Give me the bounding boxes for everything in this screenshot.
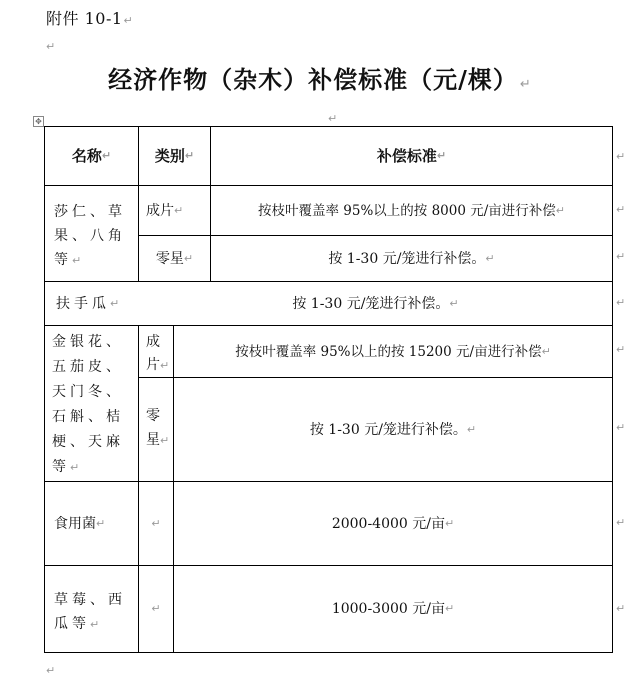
category-type: 成片 ↵	[146, 202, 184, 219]
row-end-mark: ↵	[616, 516, 626, 529]
paragraph-mark: ↵	[328, 112, 338, 125]
table-move-handle-icon[interactable]: ✥	[33, 116, 44, 127]
compensation-standard: 按 1-30 元/笼进行补偿。 ↵	[309, 421, 477, 438]
compensation-standard: 1000-3000 元/亩 ↵	[331, 601, 455, 617]
paragraph-mark: ↵	[46, 40, 56, 53]
row-end-mark: ↵	[616, 602, 626, 615]
compensation-standard: 按枝叶覆盖率 95%以上的按 8000 元/亩进行补偿 ↵	[257, 202, 565, 219]
crop-name: 草莓、西 瓜等↵	[54, 592, 126, 632]
row-end-mark: ↵	[616, 150, 626, 163]
column-header-standard: 补偿标准 ↵	[376, 147, 447, 165]
grid-line	[44, 126, 45, 653]
category-type: 零 星↵	[146, 408, 170, 448]
compensation-standard: 按 1-30 元/笼进行补偿。 ↵	[328, 250, 495, 267]
attachment-label: 附件 10-1↵	[46, 9, 134, 28]
crop-name: 扶手瓜 ↵	[56, 295, 124, 312]
category-type: ↵	[151, 602, 161, 615]
crop-name: 莎仁、草 果、八角 等↵	[54, 204, 126, 268]
compensation-standard: 2000-4000 元/亩 ↵	[331, 515, 455, 532]
compensation-standard: 按枝叶覆盖率 95%以上的按 15200 元/亩进行补偿 ↵	[235, 343, 551, 360]
grid-line	[44, 652, 613, 653]
grid-line	[612, 126, 613, 653]
crop-name: 食用菌 ↵	[54, 515, 106, 532]
row-end-mark: ↵	[616, 343, 626, 356]
paragraph-mark: ↵	[519, 77, 532, 92]
row-end-mark: ↵	[616, 421, 626, 434]
category-type: 零星 ↵	[155, 250, 194, 267]
column-header-name: 名称 ↵	[71, 147, 112, 165]
page-title: 经济作物（杂木）补偿标准（元/棵） ↵	[108, 65, 532, 94]
category-type: ↵	[151, 516, 161, 530]
crop-name: 金银花、 五茄皮、 天门冬、 石斛、桔 梗、天麻 等↵	[52, 334, 124, 475]
row-end-mark: ↵	[616, 296, 626, 309]
row-end-mark: ↵	[616, 203, 626, 216]
paragraph-mark: ↵	[123, 14, 134, 27]
compensation-standard: 按 1-30 元/笼进行补偿。 ↵	[292, 295, 459, 312]
paragraph-mark: ↵	[46, 664, 56, 677]
column-header-category: 类别 ↵	[154, 147, 195, 165]
category-type: 成 片↵	[146, 334, 170, 373]
row-end-mark: ↵	[616, 250, 626, 263]
